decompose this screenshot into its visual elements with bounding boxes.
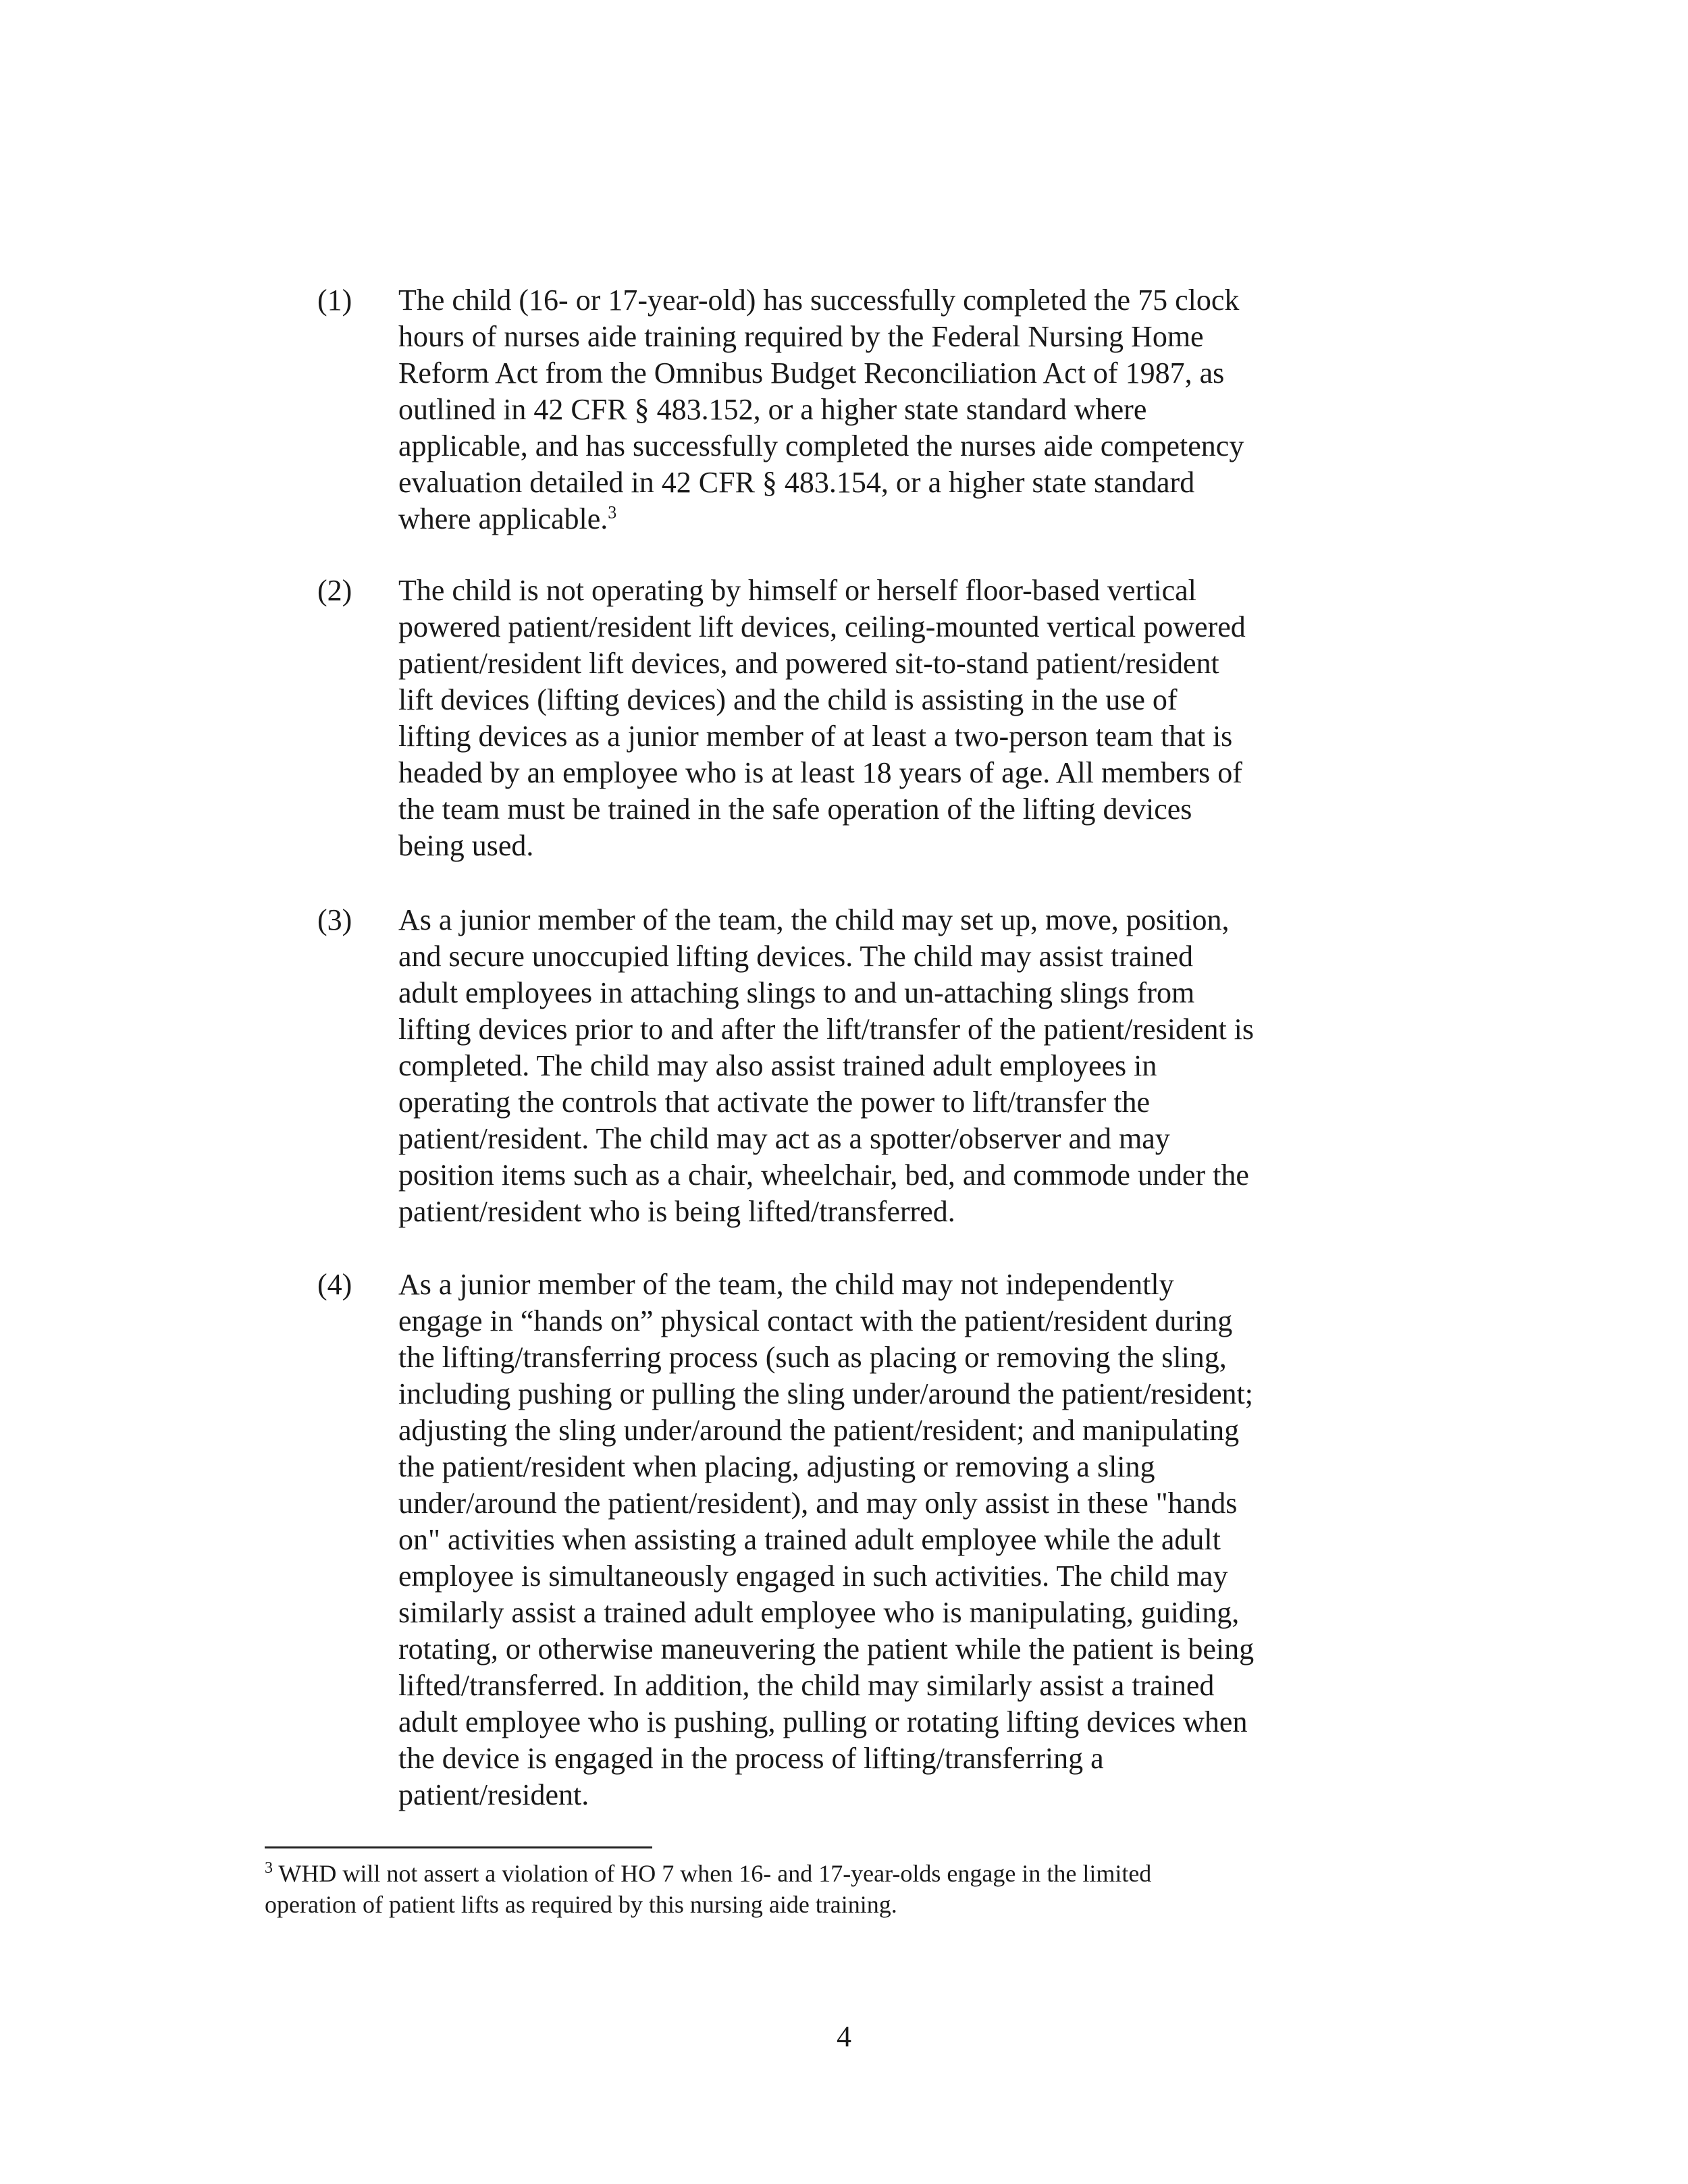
item-number: (2) — [317, 574, 352, 607]
list-item-3 — [317, 902, 1330, 1230]
list-item-1 — [317, 282, 1330, 537]
footnote-separator — [265, 1846, 652, 1848]
item-text: As a junior member of the team, the child may set up, move, position, and secure unoccupied lifting devices. The child may assist trained adult employees in attaching slings to and un-attaching slings from lifting devices prior to and after the lift/transfer of the patient/resident is completed. The child may also assist trained adult employees in operating the controls that activate the power to lift/transfer the patient/resident. The child may act as a spotter/observer and may position items such as a chair, wheelchair, bed, and commode under the patient/resident who is being lifted/transferred. — [398, 903, 1255, 1228]
footnote-reference: 3 — [608, 502, 617, 523]
item-text-body: The child (16- or 17-year-old) has successfully completed the 75 clock hours of nurses aide training required by the Federal Nursing Home Reform Act from the Omnibus Budget Reconciliation Act of 1987, as outlined in 42 CFR § 483.152, or a higher state standard where applicable, and has successfully completed the nurses aide competency evaluation detailed in 42 CFR § 483.154, or a higher state standard where applicable. — [398, 284, 1244, 535]
item-number: (4) — [317, 1268, 352, 1301]
item-text — [398, 282, 1330, 537]
list-item-2 — [317, 572, 1330, 864]
item-number: (1) — [317, 284, 352, 317]
item-text: The child is not operating by himself or herself floor-based vertical powered patient/resident lift devices, ceiling-mounted vertical powered patient/resident lift devices, and powered sit-to-stand patient/resident lift devices (lifting devices) and the child is assisting in the use of lifting devices as a junior member of at least a two-person team that is headed by an employee who is at least 18 years of age. All members of the team must be trained in the safe operation of the lifting devices being used. — [398, 574, 1246, 862]
page-number: 4 — [837, 2020, 851, 2053]
footnote — [265, 1858, 1345, 1920]
footnote-marker: 3 — [265, 1859, 273, 1877]
item-number: (3) — [317, 903, 352, 936]
footnote-text: WHD will not assert a violation of HO 7 when 16- and 17-year-olds engage in the limited operation of patient lifts as required by this nursing aide training. — [265, 1860, 1152, 1918]
item-text: As a junior member of the team, the child may not independently engage in “hands on” physical contact with the patient/resident during the lifting/transferring process (such as placing or removing the sling, including pushing or pulling the sling under/around the patient/resident; adjusting the sling under/around the patient/resident; and manipulating the patient/resident when placing, adjusting or removing a sling under/around the patient/resident), and may only assist in these "hands on" activities when assisting a trained adult employee while the adult employee is simultaneously engaged in such activities. The child may similarly assist a trained adult employee who is manipulating, guiding, rotating, or otherwise maneuvering the patient while the patient is being lifted/transferred. In addition, the child may similarly assist a trained adult employee who is pushing, pulling or rotating lifting devices when the device is engaged in the process of lifting/transferring a patient/resident. — [398, 1268, 1255, 1811]
list-item-4 — [317, 1267, 1330, 1813]
